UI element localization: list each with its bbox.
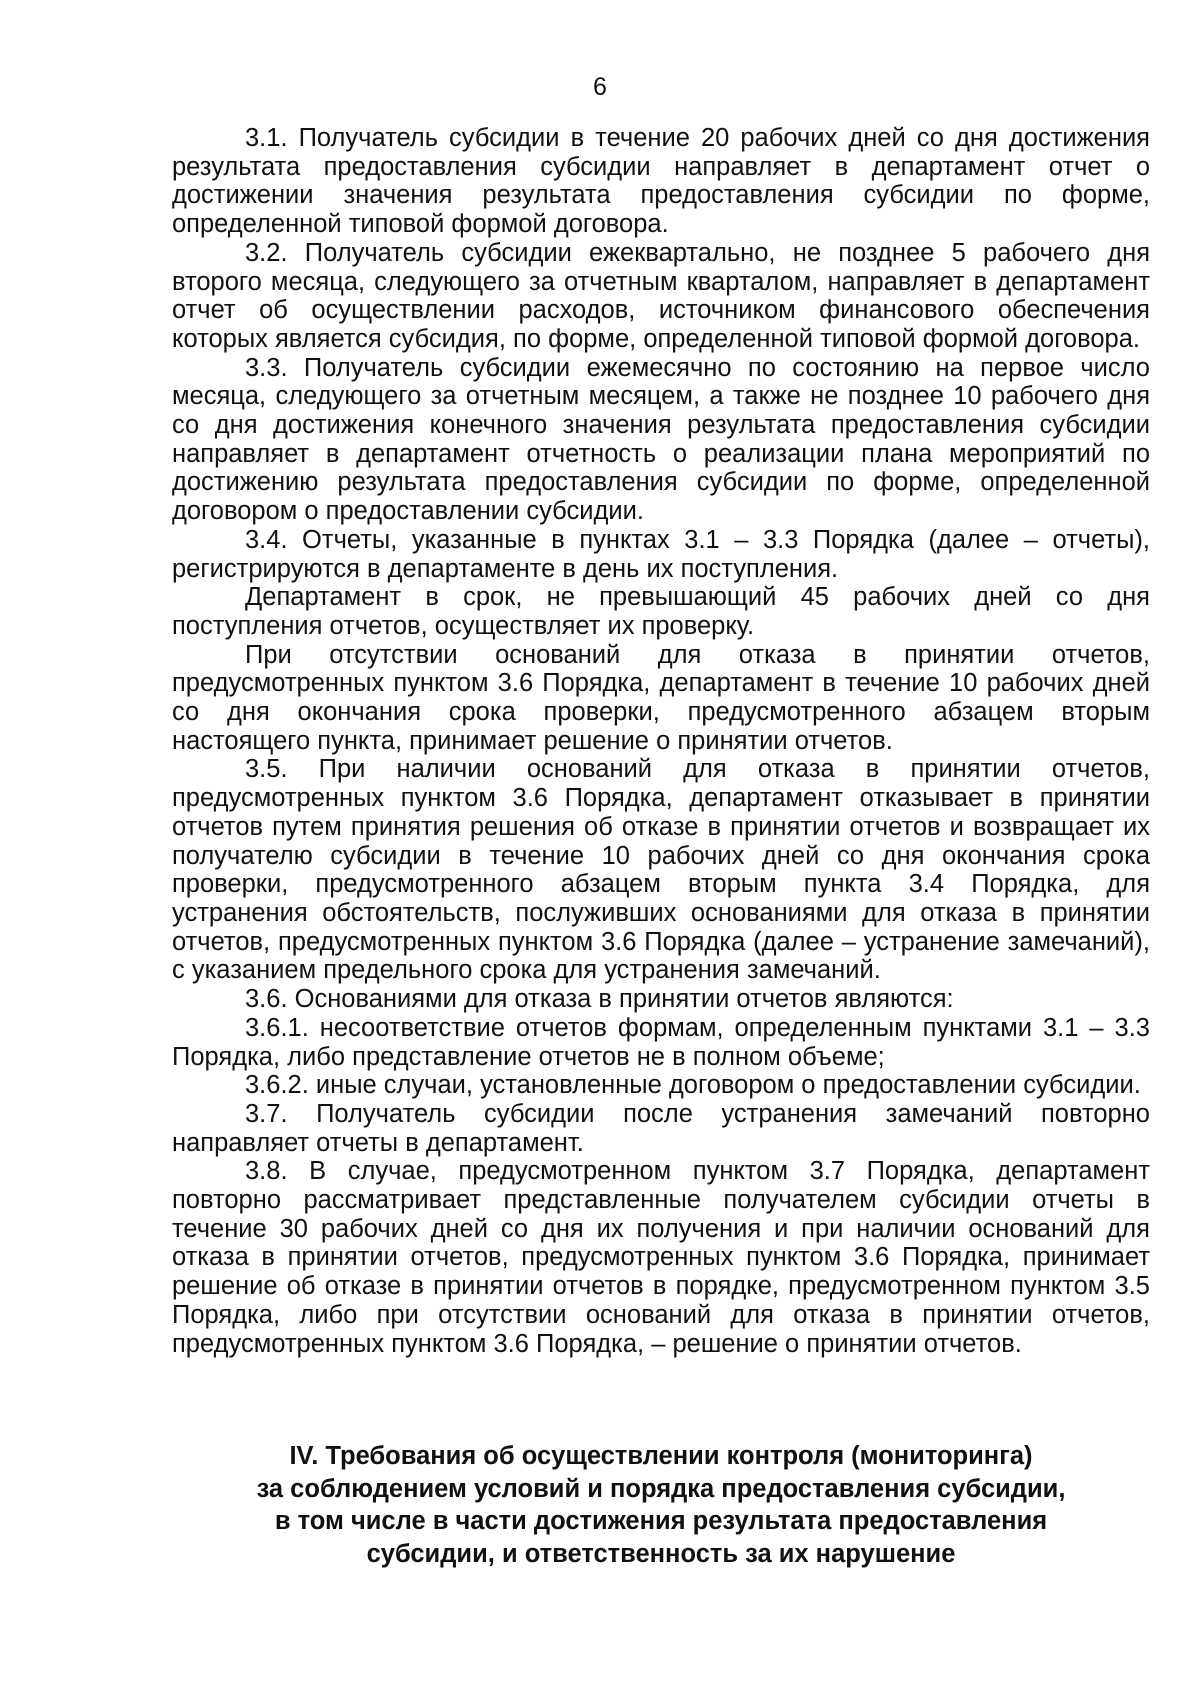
paragraph-3-2: 3.2. Получатель субсидии ежеквартально, не позднее 5 рабочего дня второго месяца, следующего за отчетным кварталом, направляет в департамент отчет об осуществлении расходов, источником финансового обеспечения которых является субсидия, по форме, определенной типовой формой договора.	[172, 238, 1150, 353]
section-heading	[172, 1440, 1150, 1570]
section-heading-line: IV. Требования об осуществлении контроля (мониторинга)	[289, 1442, 1033, 1470]
paragraph-3-4-acceptance: При отсутствии оснований для отказа в принятии отчетов, предусмотренных пунктом 3.6 Порядка, департамент в течение 10 рабочих дней со дня окончания срока проверки, предусмотренного абзацем вторым настоящего пункта, принимает решение о принятии отчетов.	[172, 640, 1150, 755]
section-heading-line: в том числе в части достижения результата предоставления	[274, 1507, 1048, 1535]
paragraph-3-6-1: 3.6.1. несоответствие отчетов формам, определенным пунктами 3.1 – 3.3 Порядка, либо представление отчетов не в полном объеме;	[172, 1013, 1150, 1071]
paragraph-3-5: 3.5. При наличии оснований для отказа в принятии отчетов, предусмотренных пунктом 3.6 Порядка, департамент отказывает в принятии отчетов путем принятия решения об отказе в принятии отчетов и возвращает их получателю субсидии в течение 10 рабочих дней со дня окончания срока проверки, предусмотренного абзацем вторым пункта 3.4 Порядка, для устранения обстоятельств, послуживших основаниями для отказа в принятии отчетов, предусмотренных пунктом 3.6 Порядка (далее – устранение замечаний), с указанием предельного срока для устранения замечаний.	[172, 755, 1150, 985]
paragraph-3-4: 3.4. Отчеты, указанные в пунктах 3.1 – 3.3 Порядка (далее – отчеты), регистрируются в департаменте в день их поступления.	[172, 525, 1150, 583]
paragraph-3-6-2: 3.6.2. иные случаи, установленные договором о предоставлении субсидии.	[245, 1071, 1141, 1100]
document-body	[172, 124, 1150, 1358]
paragraph-3-6: 3.6. Основаниями для отказа в принятии отчетов являются:	[245, 985, 954, 1014]
section-heading-line: субсидии, и ответственность за их нарушение	[366, 1539, 956, 1568]
paragraph-3-3: 3.3. Получатель субсидии ежемесячно по состоянию на первое число месяца, следующего за отчетным месяцем, а также не позднее 10 рабочего дня со дня достижения конечного значения результата предоставления субсидии направляет в департамент отчетность о реализации плана мероприятий по достижению результата предоставления субсидии по форме, определенной договором о предоставлении субсидии.	[172, 353, 1150, 526]
paragraph-3-8: 3.8. В случае, предусмотренном пунктом 3.7 Порядка, департамент повторно рассматривает представленные получателем субсидии отчеты в течение 30 рабочих дней со дня их получения и при наличии оснований для отказа в принятии отчетов, предусмотренных пунктом 3.6 Порядка, принимает решение об отказе в принятии отчетов в порядке, предусмотренном пунктом 3.5 Порядка, либо при отсутствии оснований для отказа в принятии отчетов, предусмотренных пунктом 3.6 Порядка, – решение о принятии отчетов.	[172, 1157, 1150, 1358]
paragraph-3-7: 3.7. Получатель субсидии после устранения замечаний повторно направляет отчеты в департамент.	[172, 1099, 1150, 1157]
paragraph-3-1: 3.1. Получатель субсидии в течение 20 рабочих дней со дня достижения результата предоставления субсидии направляет в департамент отчет о достижении значения результата предоставления субсидии по форме, определенной типовой формой договора.	[172, 124, 1150, 239]
paragraph-3-4-review-term: Департамент в срок, не превышающий 45 рабочих дней со дня поступления отчетов, осуществляет их проверку.	[172, 583, 1150, 640]
page-number: 6	[593, 73, 607, 101]
section-heading-line: за соблюдением условий и порядка предоставления субсидии,	[256, 1474, 1066, 1503]
